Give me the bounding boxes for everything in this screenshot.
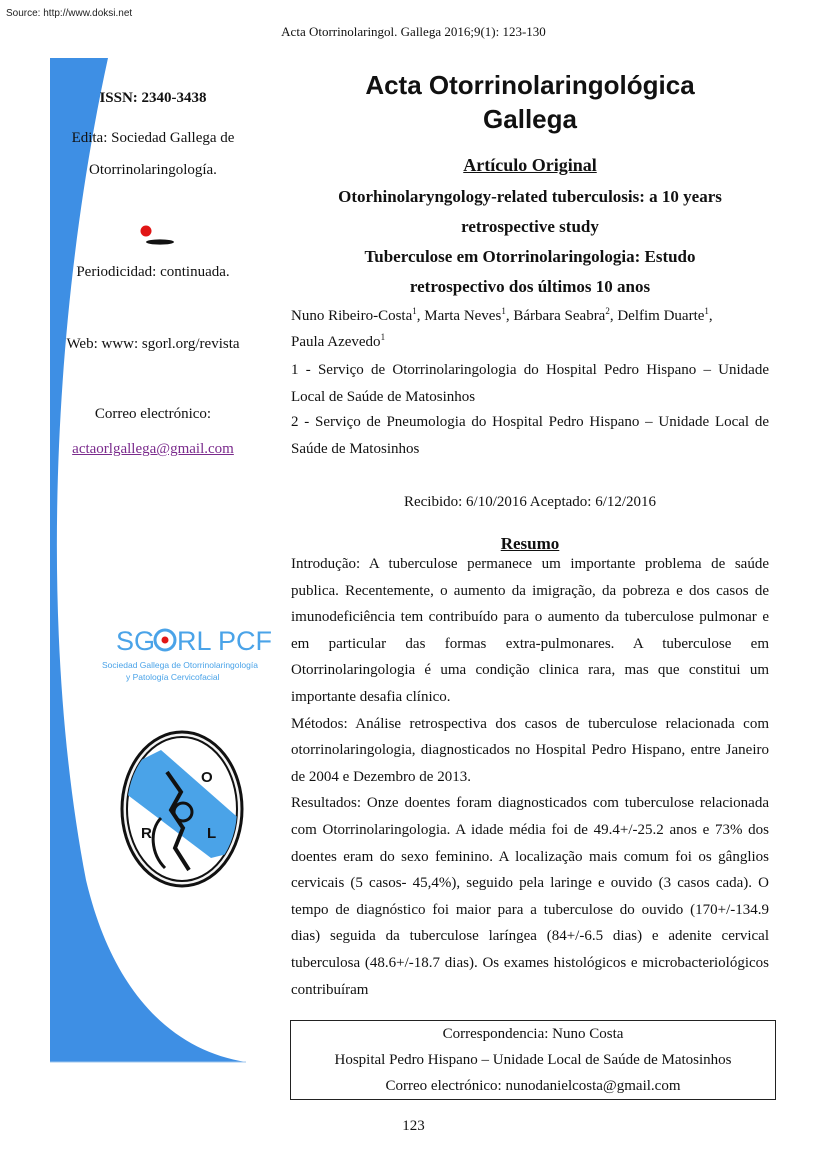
title-english-line-2: retrospective study: [461, 217, 599, 236]
abstract-introduction: Introdução: A tuberculose permanece um importante problema de saúde publica. Recentemente, o aumento da imigração, da pobreza e dos casos de imunodeficiência tem contribuído para o aumento da tuberculose pulmonar e em particular das formas extra-pulmonares. A tuberculose em Otorrinolaringologia é uma condição clinica rara, mas que constitui um importante desafia clínico.: [291, 556, 769, 705]
title-english-line-1: Otorhinolaryngology-related tuberculosis: a 10 years: [338, 187, 722, 206]
journal-title-line-1: Acta Otorrinolaringológica: [365, 70, 695, 100]
author-name: Delfim Duarte: [617, 308, 705, 324]
abstract-results: Resultados: Onze doentes foram diagnosticados com tuberculose relacionada com Otorrinolaringologia. A idade média foi de 49.4+/-25.2 anos e 73% dos doentes eram do sexo feminino. A localização mais comum foi os gânglios cervicais (5 casos- 45,4%), seguido pela laringe e ouvido (3 casos cada). O tempo de diagnóstico foi maior para a tuberculose do ouvido (170+/-134.9 dias) seguida da tuberculose laríngea (84+/-6.5 dias) e adenite cervical tuberculosa (48.6+/-18.7 dias). Os exames histológicos e microbacteriológicos contribuíram: [291, 795, 769, 998]
correspondence-email: Correo electrónico: nunodanielcosta@gmail.com: [385, 1078, 681, 1094]
author-affiliation: 1: [501, 306, 506, 316]
logo-subtitle-2: y Patología Cervicofacial: [126, 672, 220, 682]
author-affiliation: 1: [412, 306, 417, 316]
title-portuguese-line-2: retrospectivo dos últimos 10 anos: [409, 277, 651, 296]
abstract-body: [291, 551, 769, 1003]
correspondence-institution: Hospital Pedro Hispano – Unidade Local de Saúde de Matosinhos: [334, 1052, 732, 1068]
article-type: Artículo Original: [463, 155, 597, 175]
logo-o-dot: [162, 637, 169, 644]
author-affiliation: 2: [605, 306, 610, 316]
logo-text-sg: SG: [116, 626, 156, 656]
issn-label: ISSN: 2340-3438: [99, 90, 207, 106]
journal-title-line-2: Gallega: [483, 104, 577, 134]
title-portuguese-line-1: Tuberculose em Otorrinolaringologia: Estudo: [364, 247, 696, 266]
web-label: Web: www: sgorl.org/revista: [66, 336, 240, 352]
abstract-methods: Métodos: Análise retrospectiva dos casos de tuberculose relacionada com otorrinolaringologia, diagnosticados no Hospital Pedro Hispano, entre Janeiro de 2004 e Dezembro de 2013.: [291, 715, 769, 785]
logo-subtitle-1: Sociedad Gallega de Otorrinolaringología: [102, 660, 258, 670]
publisher-line-2: Otorrinolaringología.: [89, 162, 217, 178]
orl-seal-logo: [121, 730, 243, 888]
source-label: Source: http://www.doksi.net: [6, 8, 133, 19]
email-label: Correo electrónico:: [94, 406, 212, 422]
received-accepted-dates: Recibido: 6/10/2016 Aceptado: 6/12/2016: [403, 494, 657, 510]
email-link[interactable]: actaorlgallega@gmail.com: [72, 441, 234, 457]
affiliation-2: 2 - Serviço de Pneumologia do Hospital Pedro Hispano – Unidade Local de Saúde de Matosinhos: [291, 414, 769, 457]
periodicity-label: Periodicidad: continuada.: [76, 264, 230, 280]
seal-letter-l: L: [207, 825, 217, 842]
correspondence-name: Correspondencia: Nuno Costa: [442, 1026, 624, 1042]
title-english: [290, 182, 770, 242]
author-list: Nuno Ribeiro-Costa$^1$, Marta Neves$^1$, Bárbara Seabra$^2$, Delfim Duarte$^1$, Paula Azevedo$^1$: [291, 306, 713, 350]
abstract-heading: Resumo: [500, 534, 560, 553]
author-name: Marta Neves: [424, 308, 502, 324]
seal-letter-o: O: [201, 769, 213, 786]
author-name: Bárbara Seabra: [513, 308, 606, 324]
correspondence-box: [290, 1020, 776, 1100]
divider-ornament-icon: [138, 222, 178, 248]
logo-text-rl-pcf: RL PCF: [177, 626, 273, 656]
author-affiliation: 1: [380, 332, 386, 342]
journal-title: [290, 68, 770, 136]
title-portuguese: [290, 242, 770, 302]
running-header: Acta Otorrinolaringol. Gallega 2016;9(1): 123-130: [281, 24, 546, 39]
author-affiliation: 1: [704, 306, 709, 316]
publisher-label: [50, 122, 256, 186]
author-name: Paula Azevedo: [291, 334, 381, 350]
seal-letter-r: R: [141, 825, 152, 842]
sgorl-pcf-logo: [100, 620, 273, 692]
page-number: 123: [402, 1118, 425, 1134]
publisher-line-1: Edita: Sociedad Gallega de: [71, 130, 235, 146]
author-name: Nuno Ribeiro-Costa: [291, 308, 413, 324]
affiliation-1: 1 - Serviço de Otorrinolaringologia do Hospital Pedro Hispano – Unidade Local de Saúde de Matosinhos: [291, 362, 769, 405]
